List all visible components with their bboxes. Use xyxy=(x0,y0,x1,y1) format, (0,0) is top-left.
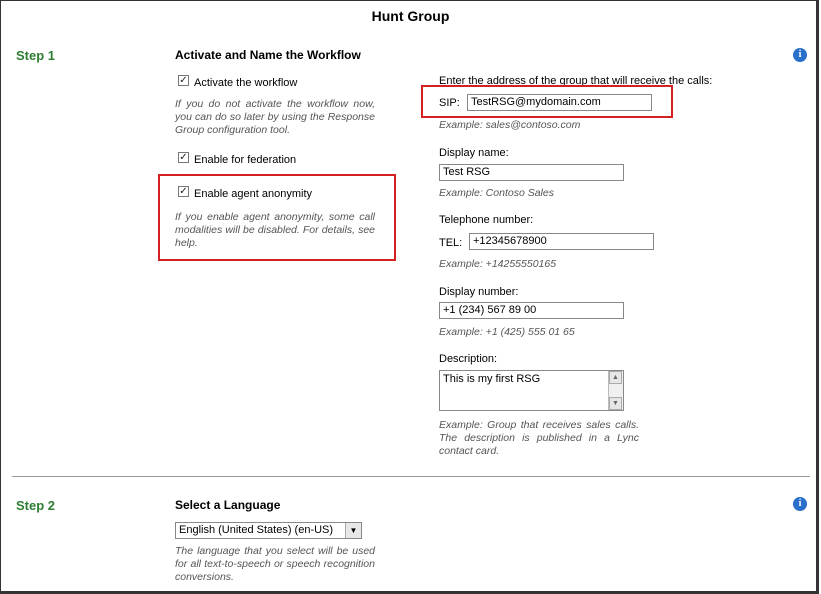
info-icon[interactable]: i xyxy=(793,497,807,511)
section-divider xyxy=(12,476,810,477)
address-prompt: Enter the address of the group that will receive the calls: xyxy=(439,75,713,87)
anonymity-hint: If you enable agent anonymity, some call modalities will be disabled. For details, see help. xyxy=(175,211,375,249)
sip-prefix: SIP: xyxy=(439,97,460,109)
description-value: This is my first RSG xyxy=(443,373,541,385)
sip-example: Example: sales@contoso.com xyxy=(439,119,581,131)
language-hint: The language that you select will be used for all text-to-speech or speech recognition conversions. xyxy=(175,545,375,583)
telephone-example: Example: +14255550165 xyxy=(439,258,557,270)
description-example: Example: Group that receives sales calls. The description is published in a Lync contact card. xyxy=(439,419,639,457)
activate-workflow-label: Activate the workflow xyxy=(194,77,298,89)
telephone-input[interactable]: +12345678900 xyxy=(469,233,654,250)
display-name-input[interactable]: Test RSG xyxy=(439,164,624,181)
display-name-label: Display name: xyxy=(439,147,509,159)
sip-input[interactable]: TestRSG@mydomain.com xyxy=(467,94,652,111)
anonymity-checkbox[interactable]: ✓ xyxy=(179,186,188,197)
info-icon[interactable]: i xyxy=(793,48,807,62)
tel-prefix: TEL: xyxy=(439,237,463,249)
scroll-down-icon[interactable]: ▼ xyxy=(609,397,622,410)
display-number-label: Display number: xyxy=(439,286,519,298)
display-number-example: Example: +1 (425) 555 01 65 xyxy=(439,326,575,338)
activate-workflow-checkbox[interactable]: ✓ xyxy=(179,75,188,86)
page-title: Hunt Group xyxy=(371,8,450,24)
description-label: Description: xyxy=(439,353,498,365)
step2-section-title: Select a Language xyxy=(175,498,281,512)
description-scrollbar[interactable] xyxy=(608,371,623,410)
anonymity-label: Enable agent anonymity xyxy=(194,188,313,200)
chevron-down-icon[interactable]: ▼ xyxy=(345,523,361,538)
federation-checkbox[interactable]: ✓ xyxy=(179,152,188,163)
language-selected-value: English (United States) (en-US) xyxy=(179,524,334,536)
telephone-label: Telephone number: xyxy=(439,214,534,226)
step1-label: Step 1 xyxy=(16,48,56,63)
step1-section-title: Activate and Name the Workflow xyxy=(175,48,361,62)
federation-label: Enable for federation xyxy=(194,154,297,166)
scroll-up-icon[interactable]: ▲ xyxy=(609,371,622,384)
display-number-input[interactable]: +1 (234) 567 89 00 xyxy=(439,302,624,319)
activate-workflow-hint: If you do not activate the workflow now, you can do so later by using the Response Group configuration tool. xyxy=(175,98,375,136)
step2-label: Step 2 xyxy=(16,498,56,513)
description-textarea[interactable] xyxy=(439,370,624,411)
language-select[interactable] xyxy=(175,522,362,539)
display-name-example: Example: Contoso Sales xyxy=(439,187,554,199)
